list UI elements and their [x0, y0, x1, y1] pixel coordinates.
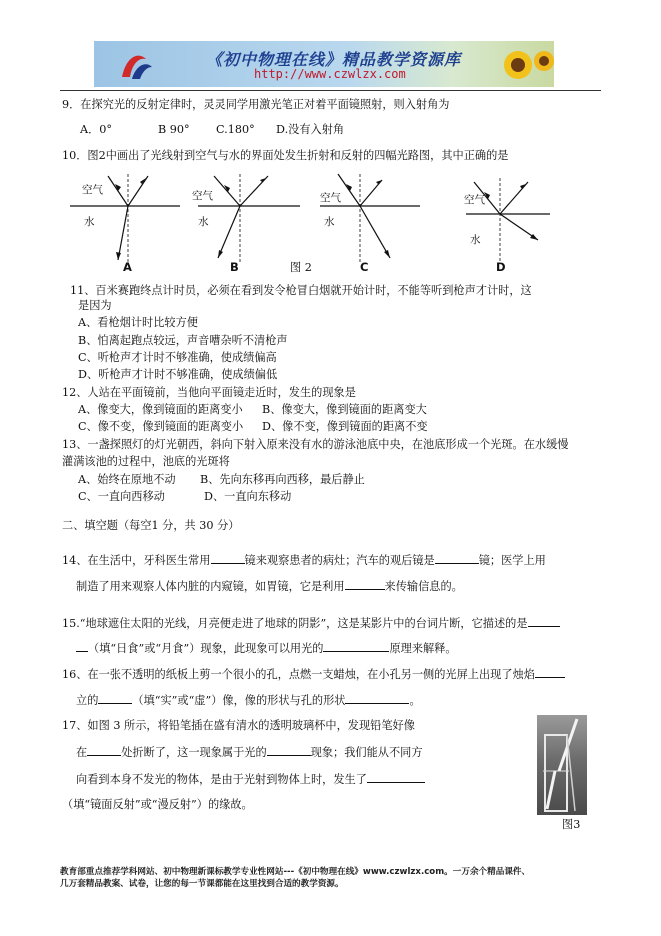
q10-text: 10．图2中画出了光线射到空气与水的界面处发生折射和反射的四幅光路图，其中正确的是	[62, 149, 509, 162]
q11-option-c: C、听枪声才计时不够准确，使成绩偏高	[78, 351, 277, 364]
q12-text: 12、人站在平面镜前，当他向平面镜走近时，发生的现象是	[62, 386, 356, 399]
diagram-d-letter: D	[496, 260, 506, 274]
q16-line-2a: 立的	[76, 694, 99, 707]
diagram-b	[190, 170, 300, 276]
figure-3-photo	[537, 715, 587, 815]
q17-line-1: 17、如图 3 所示，将铅笔插在盛有清水的透明玻璃杯中，发现铅笔好像	[62, 719, 415, 732]
pencil-in-glass-image	[537, 715, 587, 815]
diagram-a-letter: A	[123, 260, 132, 274]
q17-line-2	[76, 744, 423, 760]
q16-line-1	[62, 666, 565, 682]
logo-icon	[116, 47, 156, 83]
diagram-d-water-label: 水	[470, 234, 481, 246]
q14-blank-1[interactable]	[211, 552, 245, 564]
header-rule	[60, 90, 601, 91]
q13-option-b: B、先向东移再向西移，最后静止	[200, 473, 365, 486]
q15-line-2a: （填“日食”或“月食”）现象，此现象可以用光的	[88, 642, 324, 655]
q17-blank-2[interactable]	[267, 744, 311, 756]
diagram-b-air-label: 空气	[192, 190, 213, 202]
q15-line-2	[76, 640, 457, 656]
q13-option-a: A、始终在原地不动	[78, 473, 176, 486]
diagram-a-water-label: 水	[84, 216, 95, 228]
q14-blank-3[interactable]	[345, 578, 385, 590]
q15-line-1-text: 15.“地球遮住太阳的光线，月亮便走进了地球的阴影”，这是某影片中的台词片断，它描述的是	[62, 617, 528, 630]
diagram-a-air-label: 空气	[82, 184, 103, 196]
q16-blank-3[interactable]	[345, 692, 409, 704]
sunflower-icon	[496, 43, 554, 87]
q15-line-1	[62, 615, 560, 631]
q14-blank-2[interactable]	[435, 552, 479, 564]
q13-text-2: 灌满该池的过程中，池底的光斑将	[62, 455, 230, 468]
header-banner	[94, 41, 554, 87]
q15-blank-2[interactable]	[323, 640, 389, 652]
q13-option-d: D、一直向东移动	[204, 490, 292, 503]
footer-line-2: 几万套精品教案、试卷，让您的每一节课都能在这里找到合适的教学资源。	[60, 879, 344, 889]
q14-line-2b: 来传输信息的。	[384, 580, 463, 593]
q17-line-3	[76, 771, 425, 787]
q9-option-c: C.180°	[216, 123, 255, 136]
q11-text: 11、百米赛跑终点计时员，必须在看到发令枪冒白烟就开始计时，不能等听到枪声才计时，这	[70, 284, 532, 297]
q13-text: 13、一盏探照灯的灯光朝西，斜向下射入原来没有水的游泳池底中央，在池底形成一个光斑。在水缓慢	[62, 438, 569, 451]
banner-title: 《初中物理在线》精品教学资源库	[206, 50, 462, 69]
q16-line-2	[76, 692, 421, 708]
q14-line-1	[62, 552, 546, 568]
footer	[60, 866, 620, 890]
diagram-b-letter: B	[230, 260, 239, 274]
q14-line-2a: 制造了用来观察人体内脏的内窥镜，如胃镜，它是利用	[76, 580, 345, 593]
q9-option-d: D.没有入射角	[276, 123, 345, 136]
q16-line-1-text: 16、在一张不透明的纸板上剪一个很小的孔，点燃一支蜡烛，在小孔另一侧的光屏上出现了烛焰	[62, 668, 535, 681]
diagram-d	[430, 170, 550, 276]
q16-line-2c: 。	[409, 694, 421, 707]
q12-option-d: D、像不变，像到镜面的距离不变	[262, 420, 428, 433]
q17-line-3-text: 向看到本身不发光的物体，是由于光射到物体上时，发生了	[76, 773, 367, 786]
q14-line-2	[76, 578, 463, 594]
q15-line-2b: 原理来解释。	[389, 642, 457, 655]
q12-option-a: A、像变大，像到镜面的距离变小	[78, 403, 243, 416]
q16-blank-1[interactable]	[535, 666, 565, 678]
figure-2-caption: 图 2	[290, 261, 312, 274]
q11-option-b: B、怕离起跑点较远，声音嘈杂听不清枪声	[78, 334, 288, 347]
q13-option-c: C、一直向西移动	[78, 490, 165, 503]
footer-line-1: 教育部重点推荐学科网站、初中物理新课标教学专业性网站---《初中物理在线》www.czwlzx.com。一万余个精品课件、	[60, 867, 531, 877]
q17-line-2c: 现象；我们能从不同方	[310, 746, 423, 759]
diagram-a	[70, 170, 180, 276]
q16-blank-2[interactable]	[98, 692, 132, 704]
q9-option-b: B 90°	[158, 123, 190, 136]
diagram-c-letter: C	[360, 260, 369, 274]
q12-option-b: B、像变大，像到镜面的距离变大	[262, 403, 427, 416]
q16-line-2b: （填“实”或“虚”）像，像的形状与孔的形状	[132, 694, 346, 707]
q15-blank-1b[interactable]	[76, 640, 88, 652]
q9-option-a: A．0°	[80, 123, 112, 136]
q12-option-c: C、像不变，像到镜面的距离变小	[78, 420, 244, 433]
q11-text-2: 是因为	[78, 299, 112, 312]
q14-part-2: 镜来观察患者的病灶；汽车的观后镜是	[244, 554, 435, 567]
q17-line-4: （填“镜面反射”或“漫反射”）的缘故。	[62, 798, 253, 811]
figure-3-caption: 图3	[562, 818, 581, 831]
diagram-c-air-label: 空气	[320, 192, 341, 204]
diagram-b-water-label: 水	[198, 216, 209, 228]
q9-text: 9．在探究光的反射定律时，灵灵同学用激光笔正对着平面镜照射，则入射角为	[62, 98, 450, 111]
q15-blank-1[interactable]	[528, 615, 560, 627]
q11-option-a: A、看枪烟计时比较方便	[78, 316, 198, 329]
q17-blank-1[interactable]	[87, 744, 121, 756]
diagram-d-air-label: 空气	[464, 194, 485, 206]
banner-url: http://www.czwlzx.com	[254, 67, 406, 81]
q14-part-1: 14、在生活中，牙科医生常用	[62, 554, 211, 567]
q17-line-2b: 处折断了，这一现象属于光的	[121, 746, 267, 759]
q17-blank-3[interactable]	[367, 771, 425, 783]
diagram-c	[310, 170, 420, 276]
q14-part-3: 镜；医学上用	[478, 554, 546, 567]
diagram-c-water-label: 水	[324, 216, 335, 228]
section-2-title: 二、填空题（每空1 分，共 30 分）	[62, 519, 240, 532]
q11-option-d: D、听枪声才计时不够准确，使成绩偏低	[78, 368, 278, 381]
q17-line-2a: 在	[76, 746, 88, 759]
